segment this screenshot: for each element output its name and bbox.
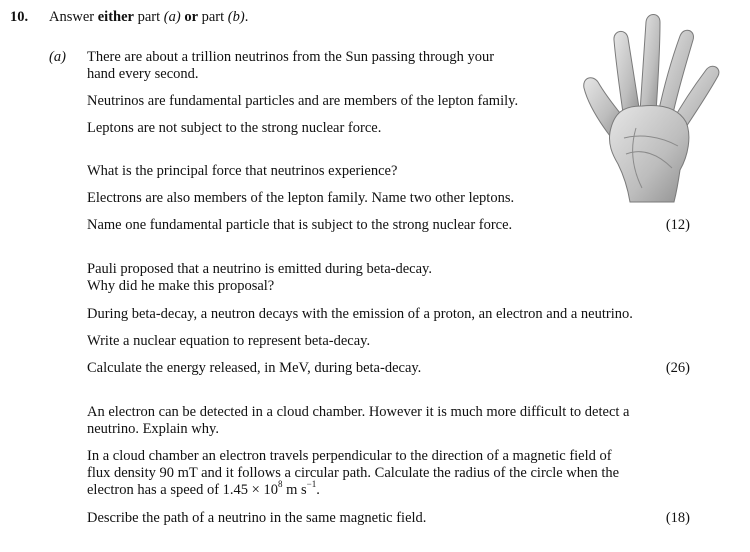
block1-marks: (12): [665, 217, 690, 233]
instruction-or: or: [184, 9, 198, 25]
speed-unit-exponent: −1: [306, 479, 317, 490]
block2-line2: Why did he make this proposal?: [87, 278, 275, 294]
speed-exponent: 8: [277, 479, 283, 490]
block1-line4: Leptons are not subject to the strong nuclear force.: [87, 120, 382, 136]
block2-line3: During beta-decay, a neutron decays with the emission of a proton, an electron and a neutrino.: [87, 306, 633, 322]
block1-line6: Electrons are also members of the lepton family. Name two other leptons.: [87, 190, 515, 206]
block1-line7: Name one fundamental particle that is subject to the strong nuclear force.: [87, 217, 513, 233]
block3-marks: (18): [665, 510, 690, 526]
block1-line1: There are about a trillion neutrinos from the Sun passing through your: [87, 49, 495, 65]
speed-value: electron has a speed of 1.45 × 10: [87, 482, 278, 498]
block2-marks: (26): [665, 360, 690, 376]
block3-line6: Describe the path of a neutrino in the same magnetic field.: [87, 510, 427, 526]
block1-line3: Neutrinos are fundamental particles and are members of the lepton family.: [87, 93, 519, 109]
question-instruction: [49, 9, 248, 26]
block2-line4: Write a nuclear equation to represent beta-decay.: [87, 333, 371, 349]
instruction-part2: part: [201, 9, 225, 25]
instruction-prefix: Answer: [49, 9, 95, 25]
speed-end: .: [316, 482, 320, 498]
instruction-part-b: (b): [227, 9, 245, 25]
instruction-either: either: [97, 9, 134, 25]
part-a-label: (a): [49, 49, 66, 65]
question-number: 10.: [10, 9, 29, 25]
block3-line5: [87, 479, 320, 499]
block3-line2: neutrino. Explain why.: [87, 421, 219, 437]
block1-line2: hand every second.: [87, 66, 199, 82]
speed-unit: m s: [282, 482, 307, 498]
block2-line5: Calculate the energy released, in MeV, during beta-decay.: [87, 360, 422, 376]
instruction-part: part: [137, 9, 161, 25]
block3-line3: In a cloud chamber an electron travels perpendicular to the direction of a magnetic field of: [87, 448, 612, 464]
hand-photo: [580, 8, 740, 204]
block1-line5: What is the principal force that neutrinos experience?: [87, 163, 398, 179]
block3-line4: flux density 90 mT and it follows a circular path. Calculate the radius of the circle when the: [87, 465, 620, 481]
instruction-suffix: .: [244, 9, 249, 25]
block2-line1: Pauli proposed that a neutrino is emitted during beta-decay.: [87, 261, 432, 277]
instruction-part-a: (a): [163, 9, 181, 25]
block3-line1: An electron can be detected in a cloud chamber. However it is much more difficult to detect a: [87, 404, 630, 420]
